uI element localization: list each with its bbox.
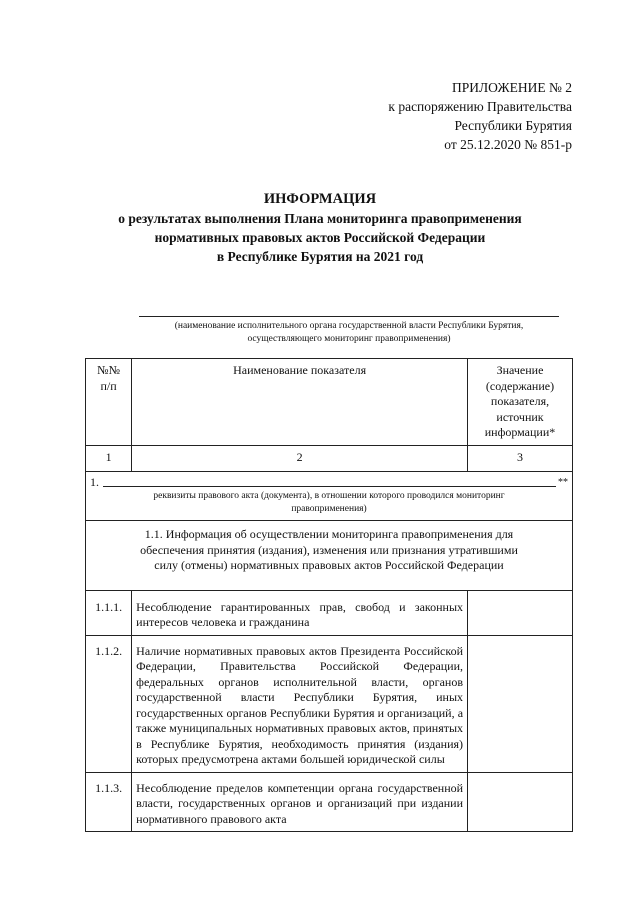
- legal-act-footnote-mark: **: [558, 476, 568, 488]
- header-value-line-1: Значение: [496, 363, 544, 377]
- legal-act-line: [90, 475, 568, 491]
- header-value-line-2: (содержание): [485, 378, 555, 393]
- appendix-ref-line1: к распоряжению Правительства: [388, 99, 572, 114]
- legal-act-number: 1.: [90, 474, 99, 489]
- header-value-line-4: источник: [496, 409, 544, 424]
- item-number: 1.1.3.: [86, 772, 132, 832]
- item-text: Несоблюдение пределов компетенции органа государственной власти, государственных органов и организаций при издании нормативного правового акта: [132, 772, 468, 832]
- header-value-cell: [468, 359, 573, 446]
- header-value-line-3: показателя,: [490, 394, 550, 408]
- organization-caption: [136, 320, 562, 346]
- header-value-line-5: информации*: [484, 425, 556, 439]
- item-text: Наличие нормативных правовых актов Президента Российской Федерации, Правительства Российской Федерации, федеральных органов исполнительной власти, органов государственной власти Республики Бурятия, иных государственных органов Республики Бурятия и организаций, а также муниципальных нормативных правовых актов, принятых в Республике Бурятия, необходимость принятия (издания) которых предусмотрена актами большей юридической силы: [132, 635, 468, 772]
- appendix-date: от 25.12.2020 № 851-р: [444, 137, 572, 152]
- table-header-row: [86, 359, 573, 446]
- section-row: [86, 521, 573, 591]
- item-number: 1.1.2.: [86, 635, 132, 772]
- organization-name-line[interactable]: [139, 316, 559, 317]
- appendix-number: ПРИЛОЖЕНИЕ № 2: [451, 80, 572, 95]
- legal-act-caption-line-2: правоприменения): [291, 504, 367, 514]
- appendix-header: [388, 78, 572, 154]
- item-value-cell[interactable]: [468, 772, 573, 832]
- legal-act-cell: [86, 471, 573, 521]
- section-title-line-2: обеспечения принятия (издания), изменения или признания утратившими: [140, 542, 518, 557]
- title-main: ИНФОРМАЦИЯ: [263, 191, 377, 207]
- appendix-ref-line2: Республики Бурятия: [454, 118, 572, 133]
- column-numbers-row: [86, 445, 573, 471]
- indicators-table: [85, 358, 573, 832]
- column-number-3: 3: [468, 445, 573, 471]
- column-number-2: 2: [132, 445, 468, 471]
- section-title-line-3: силу (отмены) нормативных правовых актов Российской Федерации: [154, 558, 504, 572]
- header-number-cell: [86, 359, 132, 446]
- item-text: Несоблюдение гарантированных прав, свобод и законных интересов человека и гражданина: [132, 590, 468, 635]
- item-value-cell[interactable]: [468, 635, 573, 772]
- organization-caption-line-2: осуществляющего мониторинг правоприменения): [247, 334, 451, 344]
- column-number-1: 1: [86, 445, 132, 471]
- table-row: [86, 590, 573, 635]
- organization-caption-line-1: (наименование исполнительного органа государственной власти Республики Бурятия,: [174, 321, 524, 331]
- legal-act-input-line[interactable]: [103, 486, 556, 487]
- header-number-line-1: №№: [97, 363, 121, 377]
- section-title-line-1: 1.1. Информация об осуществлении мониторинга правоприменения для: [144, 527, 514, 541]
- item-number: 1.1.1.: [86, 590, 132, 635]
- legal-act-caption: [90, 490, 568, 518]
- title-line-3: в Республике Бурятия на 2021 год: [216, 249, 424, 264]
- section-title-cell: [86, 521, 573, 591]
- title-line-2: нормативных правовых актов Российской Федерации: [154, 230, 486, 245]
- header-indicator-name: Наименование показателя: [233, 363, 367, 377]
- legal-act-row: [86, 471, 573, 521]
- header-number-line-2: п/п: [100, 378, 117, 393]
- table-row: [86, 772, 573, 832]
- item-value-cell[interactable]: [468, 590, 573, 635]
- document-title: [0, 190, 640, 266]
- legal-act-caption-line-1: реквизиты правового акта (документа), в отношении которого проводился мониторинг: [153, 491, 505, 501]
- table-row: [86, 635, 573, 772]
- title-line-1: о результатах выполнения Плана мониторинга правоприменения: [118, 211, 522, 226]
- header-indicator-name-cell: [132, 359, 468, 446]
